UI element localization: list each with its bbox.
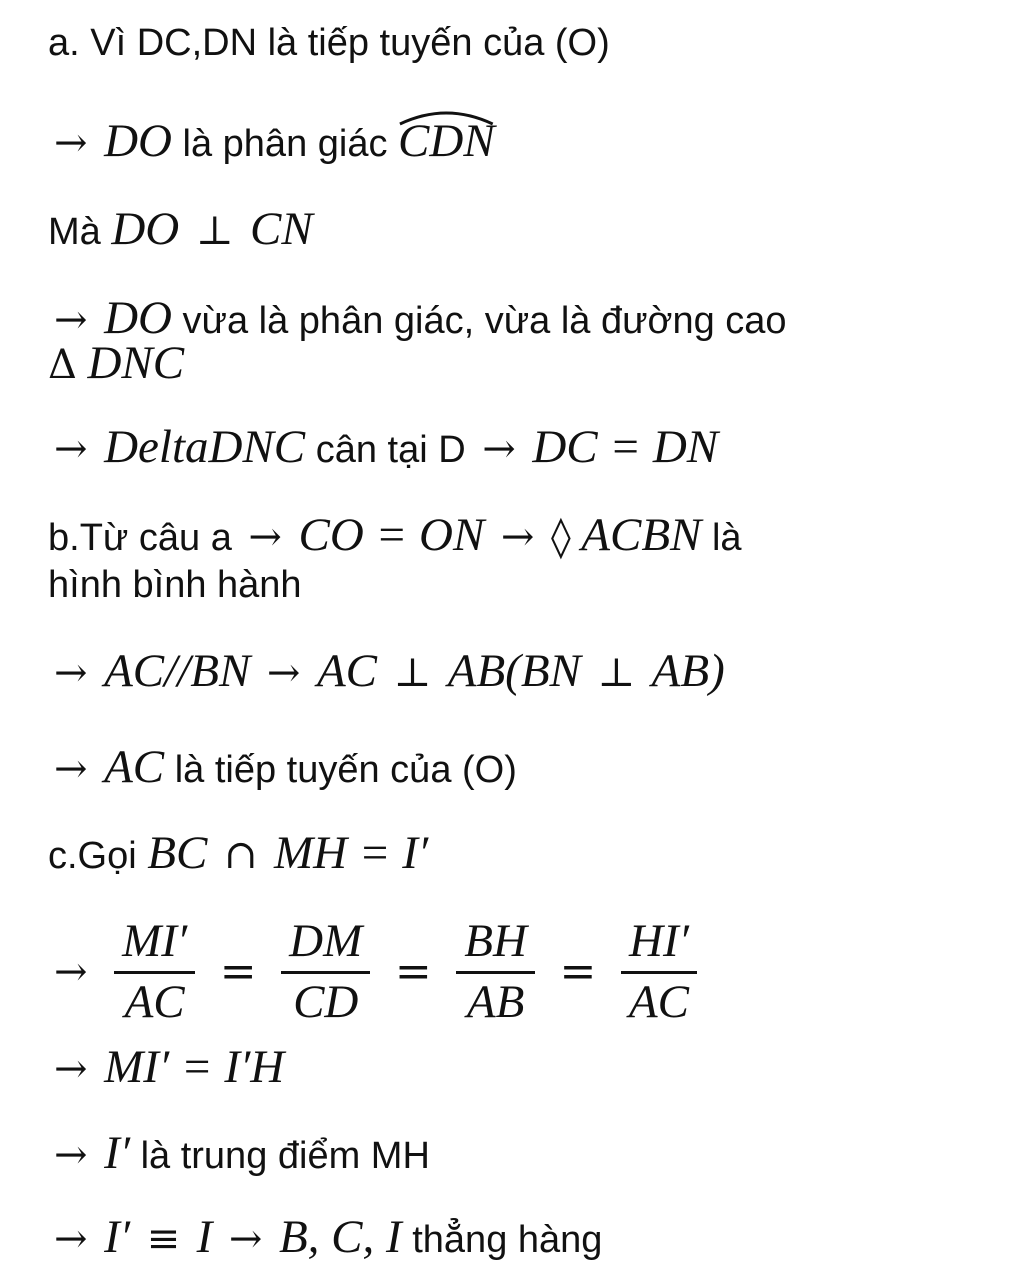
text: thẳng hàng <box>412 1219 603 1261</box>
equals-sign: = <box>559 946 597 997</box>
denominator: AC <box>124 976 185 1028</box>
perpendicular-icon: ⊥ <box>597 650 636 696</box>
line-ac-tangent <box>48 741 517 793</box>
delta-icon: Δ <box>48 342 77 388</box>
fraction-bar <box>114 971 195 974</box>
line-do-perp-cn <box>48 203 313 255</box>
arrow-icon: → <box>500 514 535 560</box>
text: hình bình hành <box>48 564 302 606</box>
equals-sign: = <box>219 946 257 997</box>
numerator: HI′ <box>629 915 689 967</box>
fraction-bar <box>281 971 370 974</box>
arrow-icon: → <box>54 1132 88 1178</box>
line-collinear <box>48 1211 603 1263</box>
text: a. Vì DC,DN là tiếp tuyến của (O) <box>48 22 610 64</box>
math-i: I <box>196 1211 213 1263</box>
text: Mà <box>48 211 112 253</box>
arrow-icon: → <box>54 297 88 343</box>
math-ac: AC <box>104 741 165 793</box>
diamond-icon: ◊ <box>550 514 571 560</box>
math-ab: AB) <box>651 645 725 697</box>
math-bc: BC <box>147 827 208 879</box>
math-dnc: DNC <box>87 337 185 389</box>
math-deltadnc: DeltaDNC <box>104 421 306 473</box>
fraction-bh-ab <box>456 915 535 1028</box>
math-angle-cdn <box>398 115 495 167</box>
numerator: BH <box>464 915 527 967</box>
line-do-bisector <box>48 115 495 167</box>
math-mh-eq-i: MH = I′ <box>273 827 429 879</box>
line-ratio-chain <box>48 915 707 1028</box>
math-acbn: ACBN <box>581 509 702 561</box>
denominator: AB <box>466 976 525 1028</box>
line-part-b <box>48 509 742 561</box>
text: cân tại D <box>315 429 466 471</box>
arrow-icon: → <box>228 1216 263 1262</box>
text: là <box>711 517 742 559</box>
math-do: DO <box>104 292 172 344</box>
angle-label: CDN <box>398 115 495 167</box>
text: b.Từ câu a <box>48 517 232 559</box>
fraction-mi-ac <box>114 915 195 1028</box>
numerator: DM <box>289 915 363 967</box>
arrow-icon: → <box>54 1216 88 1262</box>
text: vừa là phân giác, vừa là đường cao <box>182 300 787 342</box>
text: là trung điểm MH <box>140 1135 430 1177</box>
text: c.Gọi <box>48 835 148 877</box>
equals-sign: = <box>394 946 432 997</box>
arrow-icon: → <box>54 948 88 995</box>
text: là phân giác <box>182 123 399 165</box>
arrow-icon: → <box>266 650 301 696</box>
line-triangle-dnc <box>48 337 185 389</box>
numerator: MI′ <box>122 915 188 967</box>
arrow-icon: → <box>54 1046 88 1092</box>
fraction-bar <box>456 971 535 974</box>
math-dc-eq-dn: DC = DN <box>532 421 719 473</box>
line-ac-parallel-bn <box>48 645 725 697</box>
math-ab-bn: AB(BN <box>447 645 581 697</box>
fraction-bar <box>621 971 697 974</box>
fraction-hi-ac <box>621 915 697 1028</box>
math-bci: B, C, I <box>278 1211 402 1263</box>
math-mi-eq-ih: MI′ = I′H <box>104 1041 285 1093</box>
math-do: DO <box>104 115 172 167</box>
fraction-dm-cd <box>281 915 370 1028</box>
identical-icon: ≡ <box>146 1216 181 1262</box>
arrow-icon: → <box>54 746 88 792</box>
line-part-a-intro <box>48 20 610 66</box>
perpendicular-icon: ⊥ <box>393 650 432 696</box>
math-i-prime: I′ <box>104 1127 131 1179</box>
math-i-prime: I′ <box>104 1211 131 1263</box>
intersection-icon: ∩ <box>223 832 258 878</box>
arrow-icon: → <box>248 514 282 560</box>
math-do: DO <box>111 203 180 255</box>
math-co-eq-on: CO = ON <box>298 509 485 561</box>
arrow-icon: → <box>54 120 88 166</box>
angle-hat-icon <box>398 108 495 126</box>
denominator: AC <box>628 976 689 1028</box>
line-midpoint <box>48 1127 430 1179</box>
denominator: CD <box>293 976 359 1028</box>
arrow-icon: → <box>54 426 88 472</box>
line-isosceles <box>48 421 719 473</box>
perpendicular-icon: ⊥ <box>195 208 234 254</box>
text: là tiếp tuyến của (O) <box>174 749 517 791</box>
arrow-icon: → <box>482 426 516 472</box>
line-mi-eq-ih <box>48 1041 285 1093</box>
line-part-c <box>48 827 429 879</box>
math-cn: CN <box>250 203 313 255</box>
math-ac-par-bn: AC//BN <box>104 645 251 697</box>
line-parallelogram <box>48 562 302 608</box>
arrow-icon: → <box>54 650 88 696</box>
math-ac: AC <box>316 645 378 697</box>
